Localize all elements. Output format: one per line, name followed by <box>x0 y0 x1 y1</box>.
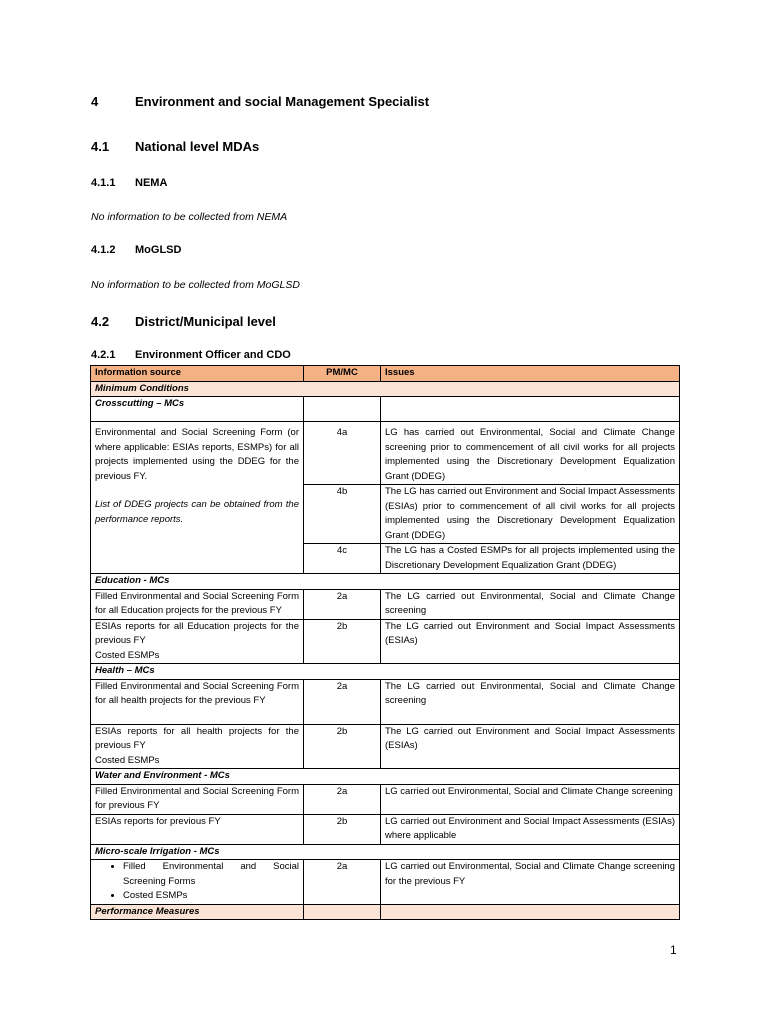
band-minimum-conditions: Minimum Conditions <box>91 381 680 397</box>
table-row <box>91 784 680 814</box>
irrigation-source-list <box>95 860 299 904</box>
list-item: • Costed ESMPs <box>123 889 299 904</box>
info-source-cell <box>91 724 304 769</box>
header-information-source: Information source <box>91 366 304 382</box>
issue-text: LG carried out Environmental, Social and Climate Change screening <box>381 784 680 814</box>
subhead-micro-irrigation: Micro-scale Irrigation - MCs <box>91 844 680 860</box>
table-header-row <box>91 366 680 382</box>
subhead-education: Education - MCs <box>91 574 680 590</box>
heading-section-4-2-1: 4.2.1 Environment Officer and CDO <box>91 349 291 361</box>
info-source-cell <box>91 619 304 664</box>
pm-mc-code: 2a <box>304 784 381 814</box>
list-item: • Filled Environmental and Social Screening Forms <box>123 860 299 889</box>
info-source: ESIAs reports for all Education projects for the previous FY <box>95 620 299 646</box>
pm-mc-code: 2b <box>304 724 381 769</box>
table-row <box>91 814 680 844</box>
heading-section-4-1-1: 4.1.1 NEMA <box>91 177 168 189</box>
heading-section-4-1-2: 4.1.2 MoGLSD <box>91 244 182 256</box>
pm-mc-code: 2b <box>304 814 381 844</box>
info-source: Filled Environmental and Social Screening Form for all Education projects for the previous FY <box>91 589 304 619</box>
issue-text: The LG has a Costed ESMPs for all projects implemented using the Discretionary Development Equalization Grant (DDEG) <box>381 544 680 574</box>
subhead-water-environment: Water and Environment - MCs <box>91 769 680 785</box>
issue-text: The LG carried out Environment and Social Impact Assessments (ESIAs) <box>381 619 680 664</box>
info-source-cell <box>91 860 304 905</box>
issue-text: LG carried out Environmental, Social and Climate Change screening for the previous FY <box>381 860 680 905</box>
header-issues: Issues <box>381 366 680 382</box>
crosscutting-source: Environmental and Social Screening Form (or where applicable: ESIAs reports, ESMPs) for all projects implemented using the DDEG for the previous FY. <box>95 427 299 482</box>
issue-text: The LG has carried out Environment and Social Impact Assessments (ESIAs) prior to commencement of all civil works for all projects implemented using the Discretionary Development Equalization Grant (DDEG) <box>381 485 680 544</box>
info-source-extra: Costed ESMPs <box>95 754 160 766</box>
pm-mc-code: 2a <box>304 589 381 619</box>
nema-note: No information to be collected from NEMA <box>91 211 288 223</box>
page-number: 1 <box>670 943 677 957</box>
moglsd-note: No information to be collected from MoGLSD <box>91 279 300 291</box>
table-row <box>91 860 680 905</box>
table-row <box>91 619 680 664</box>
info-source: Filled Environmental and Social Screening Form for previous FY <box>91 784 304 814</box>
table-row <box>91 679 680 724</box>
crosscutting-source-note: List of DDEG projects can be obtained from the performance reports. <box>95 499 299 525</box>
info-source: ESIAs reports for all health projects for the previous FY <box>95 725 299 751</box>
issue-text: LG has carried out Environmental, Social and Climate Change screening prior to commencement of all civil works for all projects implemented using the Discretionary Development Equalization Grant (DDEG) <box>381 422 680 485</box>
info-source: Filled Environmental and Social Screening Form for all health projects for the previous FY <box>91 679 304 724</box>
issue-text: LG carried out Environment and Social Impact Assessments (ESIAs) where applicable <box>381 814 680 844</box>
table-row <box>91 589 680 619</box>
issue-text: The LG carried out Environment and Social Impact Assessments (ESIAs) <box>381 724 680 769</box>
heading-section-4-1: 4.1 National level MDAs <box>91 139 260 154</box>
subhead-health: Health – MCs <box>91 664 680 680</box>
pm-mc-code: 2a <box>304 860 381 905</box>
crosscutting-source-cell <box>91 422 304 574</box>
issue-text: The LG carried out Environmental, Social and Climate Change screening <box>381 589 680 619</box>
heading-section-4-2: 4.2 District/Municipal level <box>91 314 276 329</box>
band-performance-measures: Performance Measures <box>91 904 680 920</box>
header-pm-mc: PM/MC <box>304 366 381 382</box>
table-row <box>91 724 680 769</box>
pm-mc-code: 2a <box>304 679 381 724</box>
issue-text: The LG carried out Environmental, Social and Climate Change screening <box>381 679 680 724</box>
pm-mc-code: 4c <box>304 544 381 574</box>
pm-mc-code: 2b <box>304 619 381 664</box>
table-row <box>91 422 680 485</box>
heading-section-4: 4 Environment and social Management Specialist <box>91 94 430 109</box>
subhead-crosscutting: Crosscutting – MCs <box>91 397 680 422</box>
pm-mc-code: 4a <box>304 422 381 485</box>
info-source-extra: Costed ESMPs <box>95 649 160 661</box>
pm-mc-code: 4b <box>304 485 381 544</box>
info-source: ESIAs reports for previous FY <box>91 814 304 844</box>
minimum-conditions-table <box>90 365 680 920</box>
